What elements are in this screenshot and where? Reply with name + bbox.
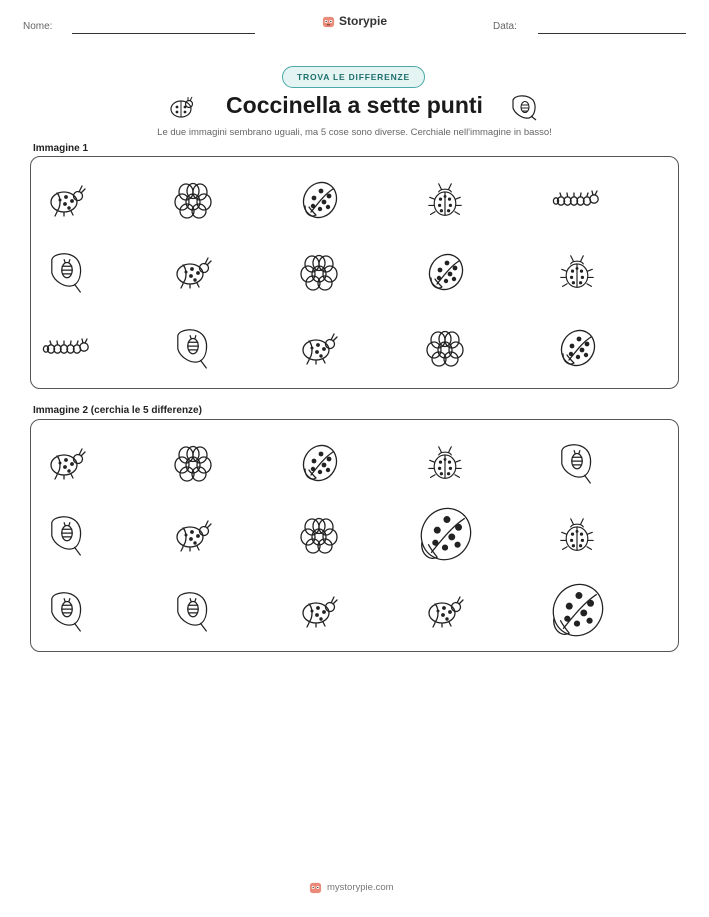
- ladybug-top-icon[interactable]: [427, 443, 463, 483]
- ladybug-shell-icon: [299, 180, 339, 220]
- leaf-icon[interactable]: [48, 513, 86, 557]
- ladybug-shell-icon: [425, 252, 465, 292]
- ladybug-top-icon: [559, 252, 595, 292]
- caterpillar-icon: [43, 338, 91, 358]
- caterpillar-icon: [553, 190, 601, 210]
- ladybug-shell-large-icon[interactable]: [548, 582, 606, 640]
- flower-cluster-icon[interactable]: [299, 515, 339, 555]
- image2-panel[interactable]: [30, 419, 679, 652]
- flower-cluster-icon: [173, 180, 213, 220]
- leaf-icon[interactable]: [558, 441, 596, 485]
- flower-cluster-icon: [425, 328, 465, 368]
- ladybug-top-icon: [427, 180, 463, 220]
- date-label: Data:: [493, 21, 517, 32]
- ladybug-shell-icon: [557, 328, 597, 368]
- leaf-icon[interactable]: [48, 589, 86, 633]
- leaf-icon[interactable]: [174, 589, 212, 633]
- page-title: Coccinella a sette punti: [226, 92, 483, 118]
- footer-site: mystorypie.com: [327, 882, 394, 893]
- brand-name: Storypie: [339, 14, 388, 28]
- storypie-logo-icon: [309, 881, 322, 894]
- instructions-text: Le due immagini sembrano uguali, ma 5 cose sono diverse. Cerchiale nell'immagine in basso!: [157, 127, 552, 138]
- ladybug-top-icon[interactable]: [559, 515, 595, 555]
- leaf-icon: [48, 250, 86, 294]
- image1-label: Immagine 1: [33, 143, 89, 154]
- date-field-line[interactable]: [538, 33, 686, 34]
- image1-panel: [30, 156, 679, 389]
- brand-logo: [322, 14, 387, 28]
- name-label: Nome:: [23, 21, 53, 32]
- flower-cluster-icon: [299, 252, 339, 292]
- ladybug-shell-large-icon[interactable]: [416, 506, 474, 564]
- footer: [309, 881, 394, 894]
- ladybug-shell-icon[interactable]: [299, 443, 339, 483]
- flower-cluster-icon[interactable]: [173, 443, 213, 483]
- image2-label: Immagine 2 (cerchia le 5 differenze): [33, 405, 202, 416]
- ladybug-side-icon: [173, 255, 213, 289]
- ladybug-side-icon: [299, 331, 339, 365]
- name-field-line[interactable]: [72, 33, 255, 34]
- leaf-icon: [509, 92, 539, 122]
- ladybug-side-icon: [47, 183, 87, 217]
- storypie-logo-icon: [322, 15, 335, 28]
- ladybug-side-icon[interactable]: [173, 518, 213, 552]
- ladybug-side-icon[interactable]: [299, 594, 339, 628]
- ladybug-side-icon[interactable]: [425, 594, 465, 628]
- activity-badge: TROVA LE DIFFERENZE: [282, 66, 425, 88]
- leaf-icon: [174, 326, 212, 370]
- ladybug-side-icon[interactable]: [47, 446, 87, 480]
